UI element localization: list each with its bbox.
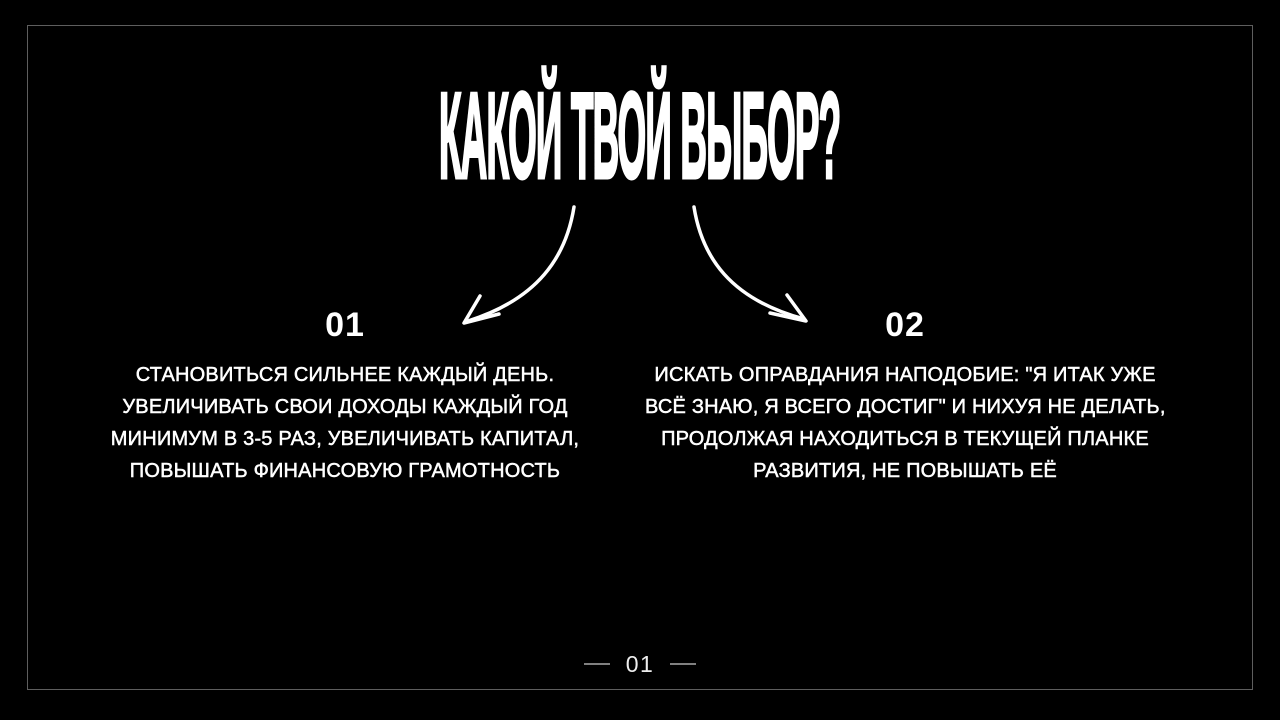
- title-container: [0, 69, 1280, 205]
- page-indicator-right-dash: [670, 663, 696, 665]
- option-02-block: [645, 305, 1165, 487]
- option-01-text-line: СТАНОВИТЬСЯ СИЛЬНЕЕ КАЖДЫЙ ДЕНЬ.: [135, 364, 555, 386]
- slide-title: КАКОЙ ТВОЙ ВЫБОР?: [439, 69, 841, 205]
- page-number: 01: [625, 651, 655, 677]
- option-02-text-line: ПРОДОЛЖАЯ НАХОДИТЬСЯ В ТЕКУЩЕЙ ПЛАНКЕ: [661, 428, 1149, 450]
- option-02-text-line: ИСКАТЬ ОПРАВДАНИЯ НАПОДОБИЕ: "Я ИТАК УЖЕ: [654, 364, 1156, 386]
- option-01-number: 01: [325, 306, 365, 344]
- option-02-text-line: РАЗВИТИЯ, НЕ ПОВЫШАТЬ ЕЁ: [753, 460, 1057, 482]
- option-02-text-line: ВСЁ ЗНАЮ, Я ВСЕГО ДОСТИГ" И НИХУЯ НЕ ДЕЛАТЬ,: [645, 396, 1166, 418]
- option-01-text-line: УВЕЛИЧИВАТЬ СВОИ ДОХОДЫ КАЖДЫЙ ГОД: [122, 396, 568, 418]
- option-01-block: [85, 305, 605, 487]
- option-01-text-line: ПОВЫШАТЬ ФИНАНСОВУЮ ГРАМОТНОСТЬ: [129, 460, 561, 482]
- option-02-number: 02: [885, 306, 925, 344]
- page-indicator: [0, 651, 1280, 677]
- curved-arrow-right-icon: [694, 207, 806, 321]
- option-01-text-line: МИНИМУМ В 3-5 РАЗ, УВЕЛИЧИВАТЬ КАПИТАЛ,: [110, 428, 580, 450]
- page-indicator-left-dash: [584, 663, 610, 665]
